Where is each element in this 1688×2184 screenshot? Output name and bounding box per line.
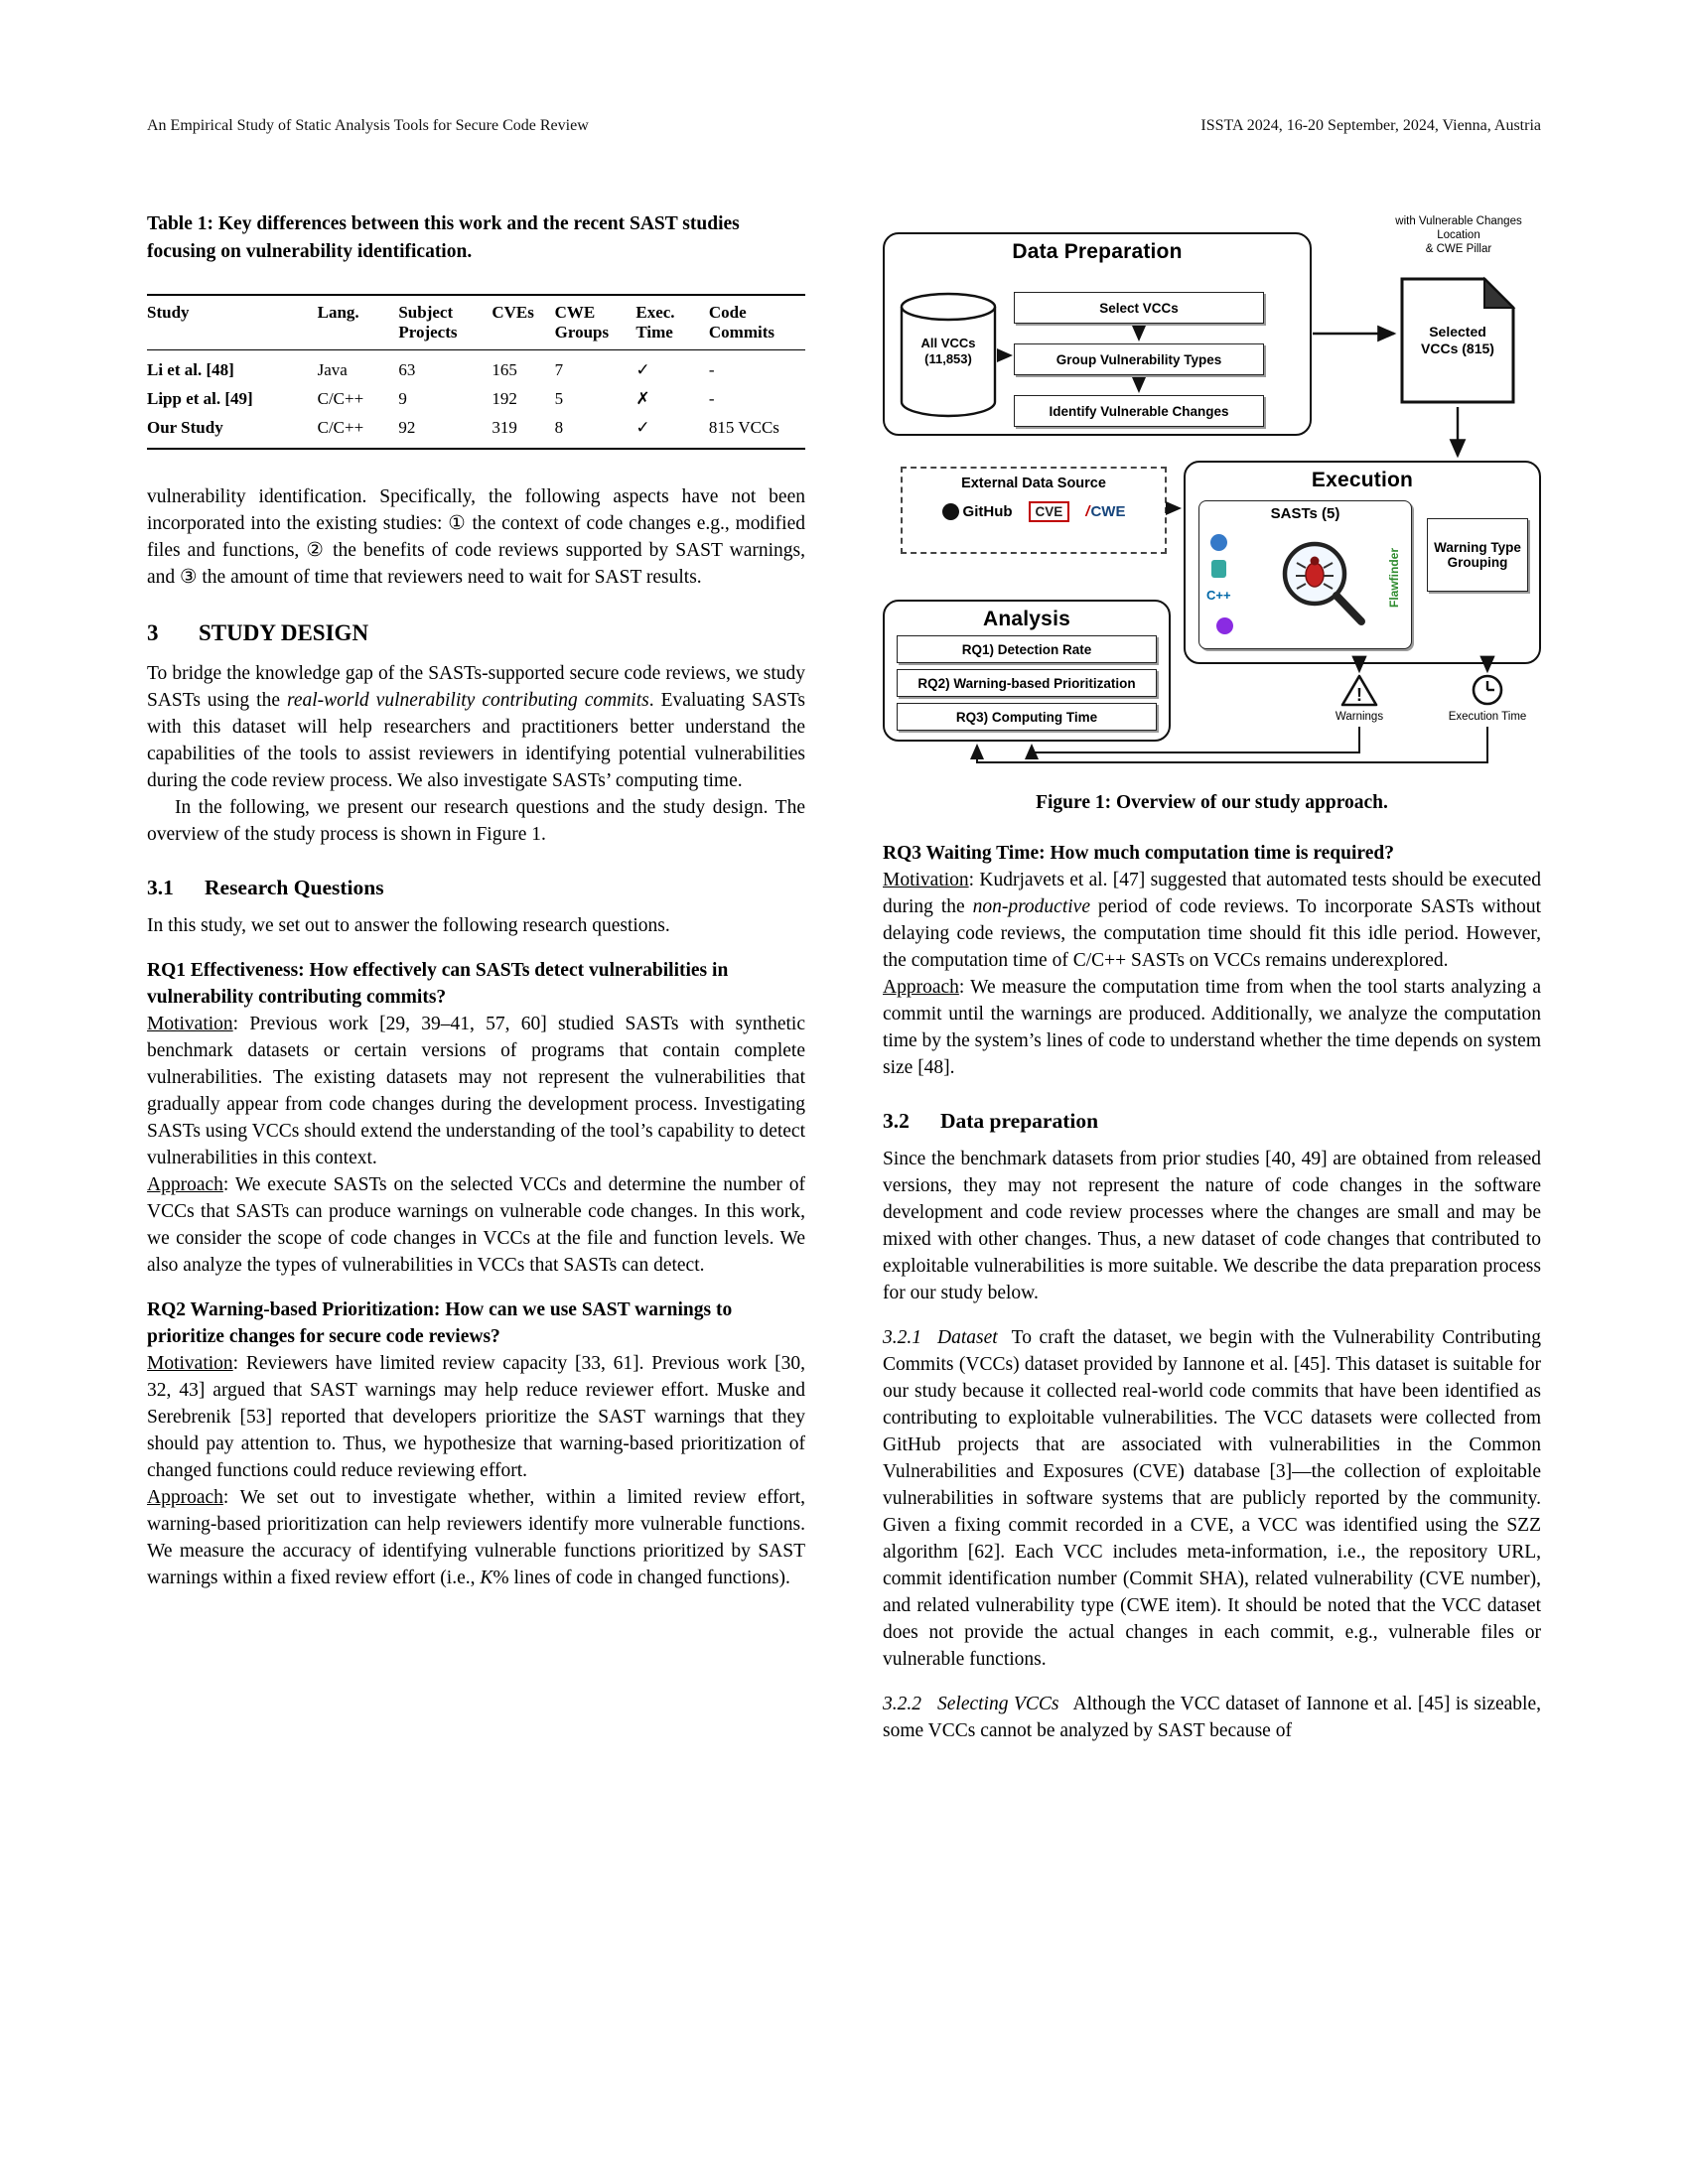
text-run: period of code reviews. To incorporate SASTs without delaying code reviews, the computation time should fit this idle period. However, the computation time of C/C++ SASTs on VCCs remains underexplored. bbox=[883, 896, 1541, 971]
rq3-approach bbox=[883, 974, 1541, 1081]
table-cell: Our Study bbox=[147, 418, 223, 437]
motivation-label: Motivation bbox=[883, 870, 969, 890]
column-header-cwe: CWE Groups bbox=[555, 295, 636, 350]
table-cell: Java bbox=[317, 360, 348, 379]
column-header-exec: Exec. Time bbox=[635, 295, 709, 350]
rq1-heading: RQ1 Effectiveness: How effectively can SASTs detect vulnerabilities in vulnerability contributing commits? bbox=[147, 960, 729, 1008]
figure-1-caption: Figure 1: Overview of our study approach. bbox=[1036, 792, 1388, 813]
cve-logo: CVE bbox=[1029, 501, 1070, 522]
section-number: 3.2 bbox=[883, 1109, 910, 1133]
cpp-tool-icon: C++ bbox=[1206, 588, 1231, 603]
selected-vccs-label: Selected VCCs (815) bbox=[1421, 324, 1494, 356]
motivation-label: Motivation bbox=[147, 1014, 233, 1034]
magnifier-bug-icon bbox=[1270, 534, 1379, 633]
table-row bbox=[147, 384, 805, 413]
text-run: To bridge the knowledge gap of the SASTs-supported secure code reviews, we study SASTs using the bbox=[147, 663, 805, 711]
table-cell: - bbox=[708, 360, 715, 379]
section-number: 3.1 bbox=[147, 876, 174, 899]
text-run: % lines of code in changed functions). bbox=[492, 1568, 790, 1588]
table-row bbox=[147, 413, 805, 449]
sast-tool-icon-3 bbox=[1216, 617, 1233, 634]
approach-label: Approach bbox=[883, 977, 959, 998]
label-line: (11,853) bbox=[924, 351, 972, 366]
approach-label: Approach bbox=[147, 1174, 223, 1195]
rq1-approach bbox=[147, 1171, 805, 1279]
rq3-motivation bbox=[883, 867, 1541, 974]
rq2-approach bbox=[147, 1484, 805, 1591]
running-header bbox=[147, 117, 1541, 135]
rq3-heading: RQ3 Waiting Time: How much computation time is required? bbox=[883, 843, 1394, 864]
sasts-label: SASTs (5) bbox=[1270, 505, 1340, 522]
text-run: : We measure the computation time from when the tool starts analyzing a commit until the warnings are produced. Additionally, we analyze the computation time by the system’s lines of code to understand whether the time depends on system size [48]. bbox=[883, 977, 1541, 1078]
table-cell: 192 bbox=[492, 389, 517, 408]
section-3-2-1-paragraph bbox=[883, 1324, 1541, 1673]
text-run: . Evaluating SASTs with this dataset will help researchers and practitioners better understand the capabilities of the tools to assist reviewers in identifying potential vulnerabilities during the code review process. We also investigate SASTs’ computing time. bbox=[147, 690, 805, 791]
paragraph-study-design-1 bbox=[147, 660, 805, 794]
column-header-lang: Lang. bbox=[318, 295, 399, 350]
rq2-prioritization-box: RQ2) Warning-based Prioritization bbox=[897, 669, 1157, 697]
selected-vccs-note bbox=[1377, 214, 1540, 256]
section-3-2-2-paragraph bbox=[883, 1691, 1541, 1744]
section-title: Data preparation bbox=[940, 1109, 1099, 1133]
subsubsection-title: Dataset bbox=[937, 1327, 998, 1348]
external-logos bbox=[903, 501, 1165, 522]
cwe-slash-icon: / bbox=[1085, 503, 1090, 520]
warning-triangle-icon bbox=[1339, 673, 1379, 709]
approach-label: Approach bbox=[147, 1487, 223, 1508]
rq2-heading: RQ2 Warning-based Prioritization: How can we use SAST warnings to prioritize changes for secure code reviews? bbox=[147, 1299, 733, 1347]
motivation-label: Motivation bbox=[147, 1353, 233, 1374]
external-data-source-title: External Data Source bbox=[961, 476, 1106, 491]
external-data-source-box bbox=[901, 467, 1167, 554]
text-run: : We set out to investigate whether, within a limited review effort, warning-based prioritization can help reviewers identify more vulnerable functions. We measure the accuracy of identifying vulnerable functions prioritized by SAST warnings within a fixed review effort (i.e., bbox=[147, 1487, 805, 1588]
all-vccs-database-icon bbox=[899, 290, 998, 421]
text-run: : We execute SASTs on the selected VCCs and determine the number of VCCs that SASTs can produce warnings on vulnerable code changes. In this work, we consider the scope of code changes in VCCs at the file and function levels. We also analyze the types of vulnerabilities in VCCs that SASTs can detect. bbox=[147, 1174, 805, 1276]
table-cell: 9 bbox=[398, 389, 407, 408]
analysis-title: Analysis bbox=[983, 608, 1070, 630]
cwe-label: CWE bbox=[1090, 503, 1126, 520]
table-cell: ✗ bbox=[635, 389, 650, 408]
table-cell: 8 bbox=[554, 418, 564, 437]
running-header-venue: ISSTA 2024, 16-20 September, 2024, Vienna, Austria bbox=[1200, 117, 1541, 134]
svg-text:!: ! bbox=[1356, 685, 1362, 705]
table-cell: C/C++ bbox=[317, 389, 364, 408]
note-line: & CWE Pillar bbox=[1425, 243, 1492, 255]
table-cell: 165 bbox=[492, 360, 517, 379]
github-logo bbox=[942, 503, 1013, 520]
subsubsection-number: 3.2.2 bbox=[883, 1694, 921, 1714]
warning-type-grouping-box: Warning Type Grouping bbox=[1427, 518, 1528, 592]
paragraph-data-preparation: Since the benchmark datasets from prior studies [40, 49] are obtained from released versions, they may not represent the nature of code changes in the software development and code review processes where the changes are small and may be mixed with other changes. Thus, a new dataset of code changes that contributed to exploitable vulnerabilities is more suitable. We describe the data preparation process for our study below. bbox=[883, 1149, 1541, 1303]
right-column bbox=[883, 210, 1541, 1744]
column-header-cves: CVEs bbox=[492, 295, 554, 350]
all-vccs-label bbox=[899, 336, 998, 367]
table-1-caption: Table 1: Key differences between this work and the recent SAST studies focusing on vulnerability identification. bbox=[147, 213, 740, 262]
sast-tool-icon-2 bbox=[1211, 560, 1226, 578]
section-number: 3 bbox=[147, 620, 159, 645]
table-cell: 92 bbox=[398, 418, 416, 437]
label-line: All VCCs bbox=[920, 336, 976, 350]
table-cell: 5 bbox=[554, 389, 564, 408]
flawfinder-label: Flawfinder bbox=[1387, 548, 1401, 609]
paragraph-rq-intro: In this study, we set out to answer the following research questions. bbox=[147, 915, 670, 936]
column-header-projects: Subject Projects bbox=[398, 295, 492, 350]
sast-tool-icon-1 bbox=[1210, 534, 1227, 551]
text-run-italic: real-world vulnerability contributing commits bbox=[286, 690, 649, 711]
text-run: : Kudrjavets et al. [47] suggested that automated tests should be executed during the bbox=[883, 870, 1541, 917]
text-run: Although the VCC dataset of Iannone et al. [45] is sizeable, some VCCs cannot be analyzed by SAST because of bbox=[883, 1694, 1542, 1741]
text-run-italic: non-productive bbox=[972, 896, 1090, 917]
table-header-row bbox=[147, 295, 805, 350]
table-cell: - bbox=[708, 389, 715, 408]
note-line: with Vulnerable Changes Location bbox=[1395, 215, 1522, 241]
paragraph-after-table: vulnerability identification. Specifically, the following aspects have not been incorporated into the existing studies: ① the context of code changes e.g., modified files and functions, ② the benefits of code reviews supported by SAST warnings, and ③ the amount of time that reviewers need to wait for SAST results. bbox=[147, 486, 805, 588]
figure-1 bbox=[883, 210, 1541, 772]
table-cell: ✓ bbox=[635, 360, 650, 379]
warnings-label: Warnings bbox=[1335, 711, 1384, 723]
table-cell: 815 VCCs bbox=[708, 418, 779, 437]
table-cell: 7 bbox=[554, 360, 564, 379]
section-3-1-heading bbox=[147, 876, 805, 900]
selected-vccs-document-icon bbox=[1399, 276, 1516, 405]
github-label: GitHub bbox=[962, 503, 1013, 520]
section-3-2-heading bbox=[883, 1109, 1541, 1134]
left-column bbox=[147, 210, 805, 1744]
step-select-vccs: Select VCCs bbox=[1014, 292, 1264, 324]
table-cell: 63 bbox=[398, 360, 416, 379]
rq3-computing-time-box: RQ3) Computing Time bbox=[897, 703, 1157, 731]
text-run-italic: K bbox=[480, 1568, 493, 1588]
running-header-title: An Empirical Study of Static Analysis Tools for Secure Code Review bbox=[147, 117, 589, 134]
github-icon bbox=[942, 503, 959, 520]
data-preparation-title: Data Preparation bbox=[1012, 240, 1183, 263]
cwe-logo bbox=[1085, 503, 1125, 520]
rq2-motivation bbox=[147, 1350, 805, 1484]
two-column-body bbox=[147, 210, 1541, 1744]
step-group-vulnerability-types: Group Vulnerability Types bbox=[1014, 343, 1264, 375]
section-3-heading bbox=[147, 620, 805, 646]
execution-title: Execution bbox=[1311, 469, 1414, 491]
column-header-commits: Code Commits bbox=[709, 295, 805, 350]
rq1-motivation bbox=[147, 1011, 805, 1171]
table-cell: C/C++ bbox=[317, 418, 364, 437]
execution-time-label: Execution Time bbox=[1448, 711, 1527, 723]
section-title: Research Questions bbox=[205, 876, 384, 899]
subsubsection-number: 3.2.1 bbox=[883, 1327, 921, 1348]
rq1-detection-rate-box: RQ1) Detection Rate bbox=[897, 635, 1157, 663]
clock-icon bbox=[1471, 673, 1504, 707]
text-run: : Previous work [29, 39–41, 57, 60] studied SASTs with synthetic benchmark datasets or certain versions of programs that contain complete vulnerabilities. The existing datasets may not represent the vulnerabilities that gradually appear from code changes during the development process. Investigating SASTs using VCCs should extend the understanding of the tool’s capability to detect vulnerabilities in this context. bbox=[147, 1014, 805, 1168]
table-row bbox=[147, 350, 805, 385]
subsubsection-title: Selecting VCCs bbox=[937, 1694, 1059, 1714]
text-run: To craft the dataset, we begin with the Vulnerability Contributing Commits (VCCs) dataset provided by Iannone et al. [45]. This dataset is suitable for our study because it collected real-world code commits that have been identified as contributing to exploitable vulnerabilities. The VCC datasets were collected from GitHub projects that are associated with vulnerabilities in the Common Vulnerabilities and Exposures (CVE) database [3]—the collection of exploitable vulnerabilities in software systems that are publicly reported by the community. Given a fixing commit recorded in a CVE, a VCC was identified using the SZZ algorithm [62]. Each VCC includes meta-information, i.e., the repository URL, commit identification number (Commit SHA), related vulnerability (CVE number), and related vulnerability type (CWE item). It should be noted that the VCC dataset does not provide the actual changes in each commit, e.g., vulnerable files or vulnerable functions. bbox=[883, 1327, 1541, 1670]
step-identify-vulnerable-changes: Identify Vulnerable Changes bbox=[1014, 395, 1264, 427]
section-title: STUDY DESIGN bbox=[199, 620, 369, 645]
table-cell: Lipp et al. [49] bbox=[147, 389, 253, 408]
table-cell: ✓ bbox=[635, 418, 650, 437]
table-cell: Li et al. [48] bbox=[147, 360, 234, 379]
column-header-study: Study bbox=[147, 295, 318, 350]
text-run: : Reviewers have limited review capacity [33, 61]. Previous work [30, 32, 43] argued that SAST warnings may help reduce reviewer effort. Muske and Serebrenik [53] reported that developers prioritize the SAST warnings that they should pay attention to. Thus, we hypothesize that warning-based prioritization of changed functions could reduce reviewing effort. bbox=[147, 1353, 805, 1481]
table-1-grid bbox=[147, 294, 805, 450]
paragraph-study-design-2: In the following, we present our research questions and the study design. The overview of the study process is shown in Figure 1. bbox=[147, 797, 805, 845]
table-cell: 319 bbox=[492, 418, 517, 437]
table-1 bbox=[147, 210, 805, 450]
